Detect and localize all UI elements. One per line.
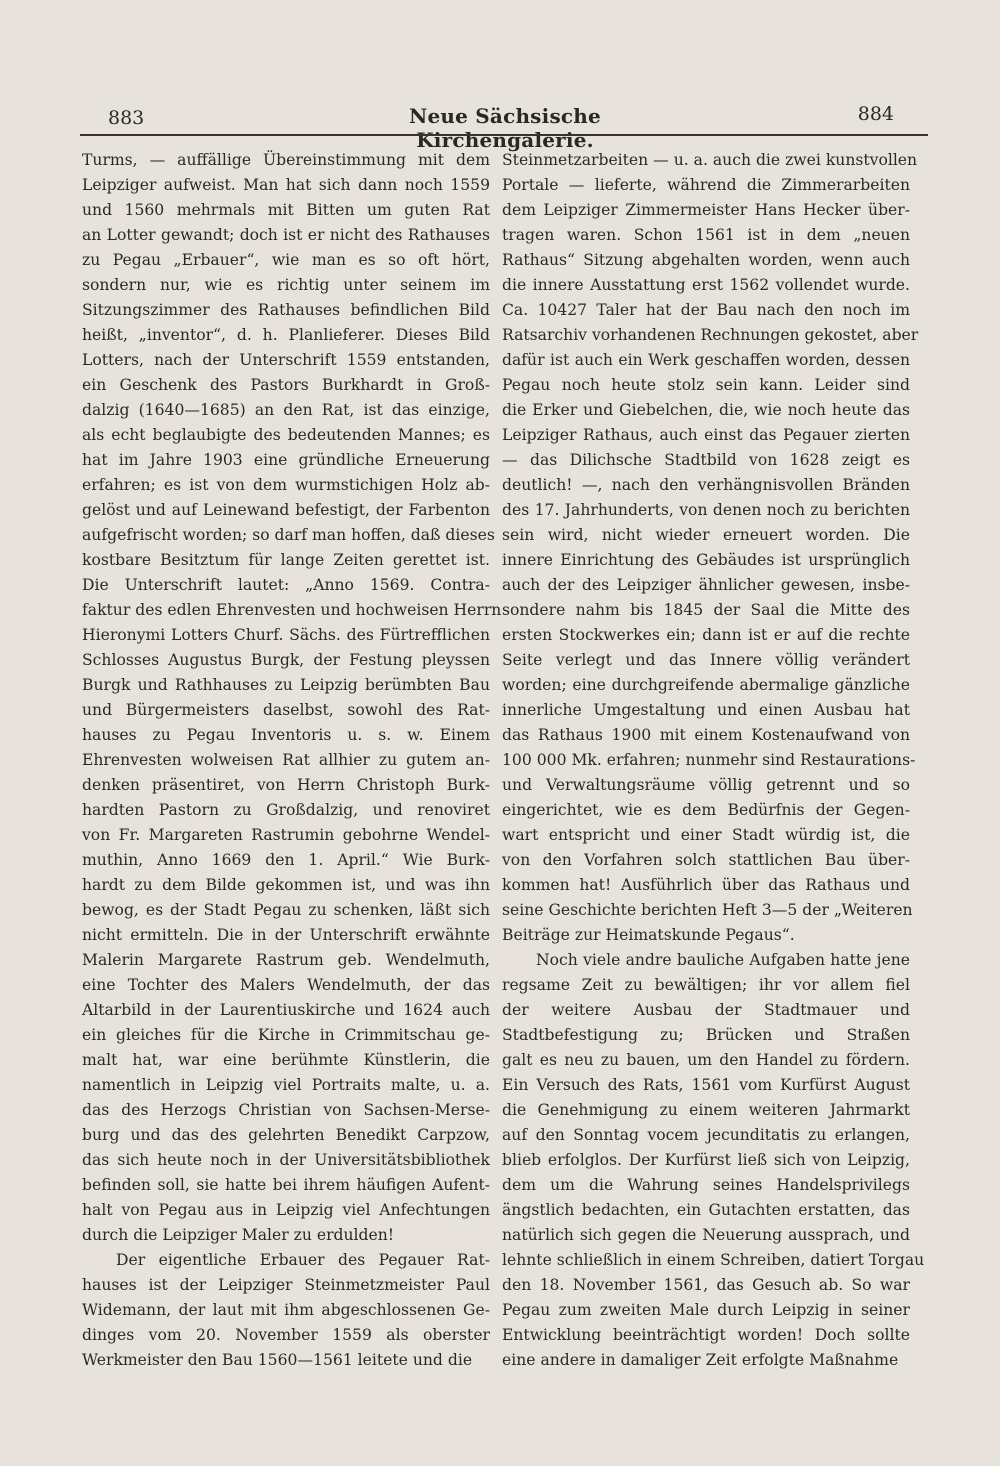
text-line: erfahren; es ist von dem wurmstichigen Holz ab- xyxy=(82,476,490,494)
text-column-right xyxy=(502,148,925,1373)
text-line: hat im Jahre 1903 eine gründliche Erneuerung xyxy=(82,451,490,469)
page-header xyxy=(0,103,1000,152)
text-line: tragen waren. Schon 1561 ist in dem „neuen xyxy=(502,226,910,244)
text-line: Hieronymi Lotters Churf. Sächs. des Fürtrefflichen xyxy=(82,626,490,644)
text-line: durch die Leipziger Maler zu erdulden! xyxy=(82,1226,395,1244)
text-line: burg und das des gelehrten Benedikt Carpzow, xyxy=(82,1126,490,1144)
text-line: Malerin Margarete Rastrum geb. Wendelmuth, xyxy=(82,951,490,969)
text-line: von Fr. Margareten Rastrumin gebohrne Wendel- xyxy=(82,826,490,844)
text-line: als echt beglaubigte des bedeutenden Mannes; es xyxy=(82,426,490,444)
text-line: denken präsentiret, von Herrn Christoph Burk- xyxy=(82,776,490,794)
text-line: sondere nahm bis 1845 der Saal die Mitte des xyxy=(502,601,910,619)
text-line: hardt zu dem Bilde gekommen ist, und was ihn xyxy=(82,876,490,894)
text-line: namentlich in Leipzig viel Portraits malte, u. a. xyxy=(82,1076,490,1094)
text-line: Altarbild in der Laurentiuskirche und 1624 auch xyxy=(82,1001,490,1019)
text-line: Ehrenvesten wolweisen Rat allhier zu gutem an- xyxy=(82,751,490,769)
page-number-right: 884 xyxy=(857,103,894,125)
text-line: Ca. 10427 Taler hat der Bau nach den noch im xyxy=(502,301,910,319)
text-line: hauses zu Pegau Inventoris u. s. w. Einem xyxy=(82,726,490,744)
text-line: deutlich! —, nach den verhängnisvollen Bränden xyxy=(502,476,910,494)
text-line: worden; eine durchgreifende abermalige gänzliche xyxy=(502,676,910,694)
text-line: Ratsarchiv vorhandenen Rechnungen gekostet, aber xyxy=(502,326,919,344)
text-line: halt von Pegau aus in Leipzig viel Anfechtungen xyxy=(82,1201,490,1219)
text-column-left xyxy=(82,148,502,1373)
text-line: das sich heute noch in der Universitätsbibliothek xyxy=(82,1151,490,1169)
text-line: Lotters, nach der Unterschrift 1559 entstanden, xyxy=(82,351,490,369)
text-line: galt es neu zu bauen, um den Handel zu fördern. xyxy=(502,1051,910,1069)
text-line: hardten Pastorn zu Großdalzig, und renoviret xyxy=(82,801,490,819)
text-line: Portale — lieferte, während die Zimmerarbeiten xyxy=(502,176,910,194)
text-line: Noch viele andre bauliche Aufgaben hatte jene xyxy=(536,951,910,969)
text-line: wart entspricht und einer Stadt würdig ist, die xyxy=(502,826,910,844)
text-line: Pegau noch heute stolz sein kann. Leider sind xyxy=(502,376,910,394)
running-title: Neue Sächsische Kirchengalerie. xyxy=(409,104,601,152)
text-line: der weitere Ausbau der Stadtmauer und xyxy=(502,1001,910,1019)
text-line: Entwicklung beeinträchtigt worden! Doch sollte xyxy=(502,1326,910,1344)
text-line: die Erker und Giebelchen, die, wie noch heute das xyxy=(502,401,910,419)
text-line: sondern nur, wie es richtig unter seinem im xyxy=(82,276,490,294)
text-line: Ein Versuch des Rats, 1561 vom Kurfürst August xyxy=(502,1076,910,1094)
text-line: ersten Stockwerkes ein; dann ist er auf die rechte xyxy=(502,626,910,644)
text-line: Beiträge zur Heimatskunde Pegaus“. xyxy=(502,926,795,944)
text-line: seine Geschichte berichten Heft 3—5 der „Weiteren xyxy=(502,901,913,919)
text-line: ängstlich bedachten, ein Gutachten erstatten, das xyxy=(502,1201,910,1219)
text-line: Widemann, der laut mit ihm abgeschlossenen Ge- xyxy=(82,1301,490,1319)
text-line: eine andere in damaliger Zeit erfolgte Maßnahme xyxy=(502,1351,899,1369)
text-line: innere Einrichtung des Gebäudes ist ursprünglich xyxy=(502,551,910,569)
text-line: innerliche Umgestaltung und einen Ausbau hat xyxy=(502,701,910,719)
text-line: Leipziger aufweist. Man hat sich dann noch 1559 xyxy=(82,176,490,194)
text-line: Leipziger Rathaus, auch einst das Pegauer zierten xyxy=(502,426,910,444)
text-line: dem um die Wahrung seines Handelsprivilegs xyxy=(502,1176,910,1194)
text-line: Werkmeister den Bau 1560—1561 leitete und die xyxy=(82,1351,473,1369)
text-line: das des Herzogs Christian von Sachsen-Merse- xyxy=(82,1101,490,1119)
text-line: die Genehmigung zu einem weiteren Jahrmarkt xyxy=(502,1101,910,1119)
text-line: kostbare Besitztum für lange Zeiten gerettet ist. xyxy=(82,551,490,569)
text-line: muthin, Anno 1669 den 1. April.“ Wie Burk- xyxy=(82,851,490,869)
text-line: Schlosses Augustus Burgk, der Festung pleyssen xyxy=(82,651,490,669)
text-line: malt hat, war eine berühmte Künstlerin, die xyxy=(82,1051,490,1069)
text-line: sein wird, nicht wieder erneuert worden. Die xyxy=(502,526,910,544)
text-line: blieb erfolglos. Der Kurfürst ließ sich von Leipzig, xyxy=(502,1151,910,1169)
text-line: von den Vorfahren solch stattlichen Bau über- xyxy=(502,851,910,869)
text-line: eine Tochter des Malers Wendelmuth, der das xyxy=(82,976,490,994)
text-line: auch der des Leipziger ähnlicher gewesen, insbe- xyxy=(502,576,910,594)
text-line: Stadtbefestigung zu; Brücken und Straßen xyxy=(502,1026,910,1044)
text-line: und 1560 mehrmals mit Bitten um guten Rat xyxy=(82,201,490,219)
text-line: und Verwaltungsräume völlig getrennt und so xyxy=(502,776,910,794)
text-line: Burgk und Rathhauses zu Leipzig berümbten Bau xyxy=(82,676,490,694)
text-line: Rathaus“ Sitzung abgehalten worden, wenn auch xyxy=(502,251,910,269)
text-line: ein gleiches für die Kirche in Crimmitschau ge- xyxy=(82,1026,490,1044)
text-line: des 17. Jahrhunderts, von denen noch zu berichten xyxy=(502,501,910,519)
text-line: dinges vom 20. November 1559 als oberster xyxy=(82,1326,490,1344)
text-line: kommen hat! Ausführlich über das Rathaus und xyxy=(502,876,910,894)
text-line: lehnte schließlich in einem Schreiben, datiert Torgau xyxy=(502,1251,925,1269)
text-line: Pegau zum zweiten Male durch Leipzig in seiner xyxy=(502,1301,910,1319)
text-line: dafür ist auch ein Werk geschaffen worden, dessen xyxy=(502,351,910,369)
header-rule xyxy=(80,134,928,136)
text-line: das Rathaus 1900 mit einem Kostenaufwand von xyxy=(502,726,910,744)
text-line: gelöst und auf Leinewand befestigt, der Farbenton xyxy=(82,501,490,519)
page-number-left: 883 xyxy=(108,107,145,129)
text-line: Die Unterschrift lautet: „Anno 1569. Contra- xyxy=(82,576,490,594)
text-line: zu Pegau „Erbauer“, wie man es so oft hört, xyxy=(82,251,490,269)
text-line: — das Dilichsche Stadtbild von 1628 zeigt es xyxy=(502,451,910,469)
text-line: faktur des edlen Ehrenvesten und hochweisen Herrn xyxy=(82,601,502,619)
text-line: hauses ist der Leipziger Steinmetzmeister Paul xyxy=(82,1276,490,1294)
text-line: eingerichtet, wie es dem Bedürfnis der Gegen- xyxy=(502,801,910,819)
text-line: 100 000 Mk. erfahren; nunmehr sind Restaurations- xyxy=(502,751,916,769)
text-line: befinden soll, sie hatte bei ihrem häufigen Aufent- xyxy=(82,1176,490,1194)
text-line: ein Geschenk des Pastors Burkhardt in Groß- xyxy=(82,376,490,394)
text-line: Steinmetzarbeiten — u. a. auch die zwei kunstvollen xyxy=(502,151,918,169)
text-line: heißt, „inventor“, d. h. Planlieferer. Dieses Bild xyxy=(82,326,490,344)
text-line: die innere Ausstattung erst 1562 vollendet wurde. xyxy=(502,276,910,294)
text-line: an Lotter gewandt; doch ist er nicht des Rathauses xyxy=(82,226,490,244)
text-line: Turms, — auffällige Übereinstimmung mit dem xyxy=(82,151,490,169)
text-line: nicht ermitteln. Die in der Unterschrift erwähnte xyxy=(82,926,490,944)
text-line: bewog, es der Stadt Pegau zu schenken, läßt sich xyxy=(82,901,490,919)
text-line: dem Leipziger Zimmermeister Hans Hecker über- xyxy=(502,201,910,219)
text-line: regsame Zeit zu bewältigen; ihr vor allem fiel xyxy=(502,976,910,994)
text-line: natürlich sich gegen die Neuerung aussprach, und xyxy=(502,1226,910,1244)
text-line: Sitzungszimmer des Rathauses befindlichen Bild xyxy=(82,301,490,319)
text-line: und Bürgermeisters daselbst, sowohl des Rat- xyxy=(82,701,490,719)
text-line: auf den Sonntag vocem jecunditatis zu erlangen, xyxy=(502,1126,910,1144)
text-line: aufgefrischt worden; so darf man hoffen, daß dieses xyxy=(82,526,495,544)
text-line: den 18. November 1561, das Gesuch ab. So war xyxy=(502,1276,910,1294)
text-line: Der eigentliche Erbauer des Pegauer Rat- xyxy=(116,1251,490,1269)
text-line: Seite verlegt und das Innere völlig verändert xyxy=(502,651,910,669)
text-line: dalzig (1640—1685) an den Rat, ist das einzige, xyxy=(82,401,490,419)
